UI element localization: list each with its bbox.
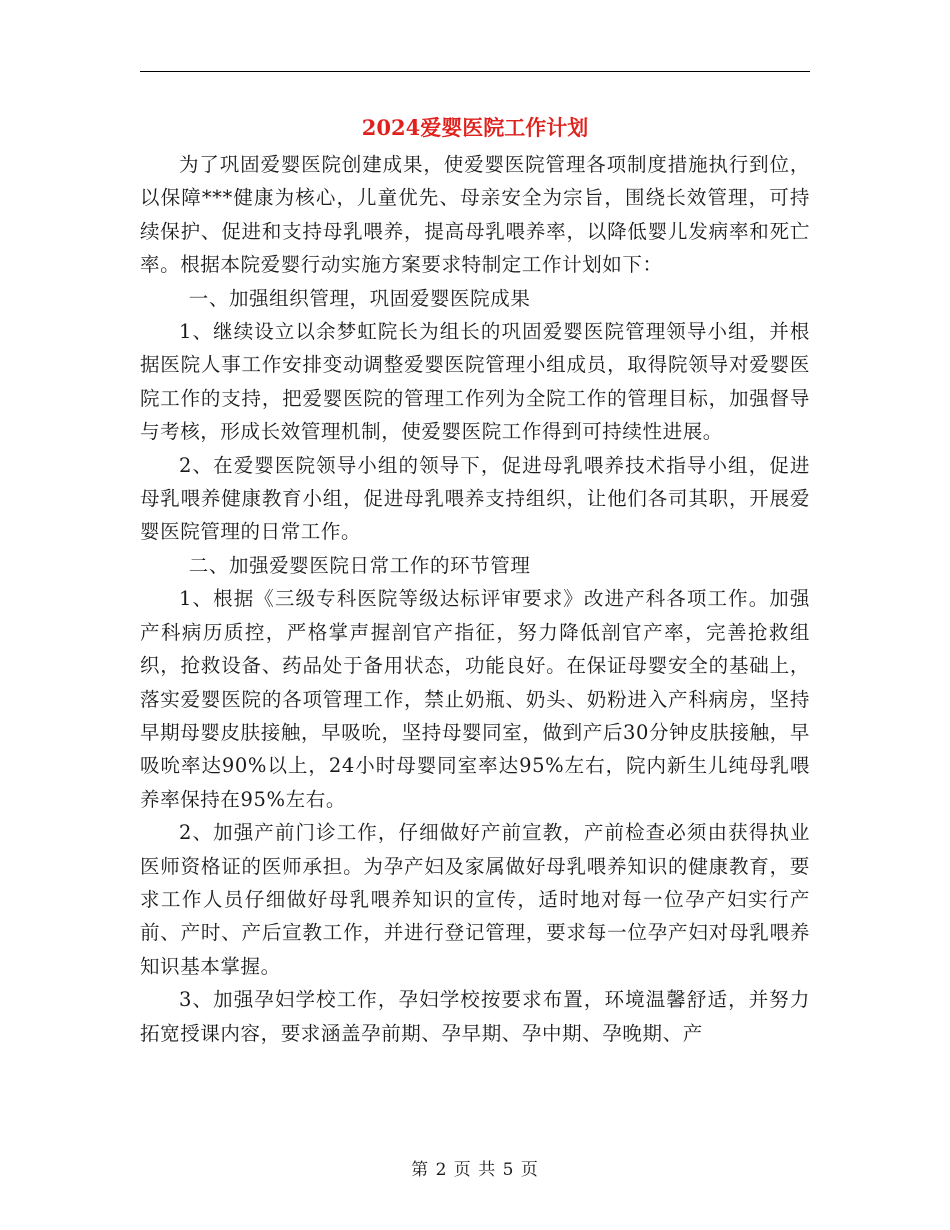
- section-2-item-1: 1、根据《三级专科医院等级达标评审要求》改进产科各项工作。加强产科病历质控，严格掌声握剖官产指征，努力降低剖官产率，完善抢救组织，抢救设备、药品处于备用状态，功能良好。在保证母婴安全的基础上，落实爱婴医院的各项管理工作，禁止奶瓶、奶头、奶粉进入产科病房，坚持早期母婴皮肤接触，早吸吮，坚持母婴同室，做到产后30分钟皮肤接触，早吸吮率达90%以上，24小时母婴同室率达95%左右，院内新生儿纯母乳喂养率保持在95%左右。: [140, 587, 810, 811]
- section-heading-1: 一、加强组织管理，巩固爱婴医院成果: [188, 286, 531, 310]
- header-rule: [140, 71, 810, 72]
- section-2-item-2: 2、加强产前门诊工作，仔细做好产前宣教，产前检查必须由获得执业医师资格证的医师承担。为孕产妇及家属做好母乳喂养知识的健康教育，要求工作人员仔细做好母乳喂养知识的宣传，适时地对每一位孕产妇实行产前、产时、产后宣教工作，并进行登记管理，要求每一位孕产妇对母乳喂养知识基本掌握。: [140, 821, 810, 978]
- page-number-footer: 第 2 页 共 5 页: [411, 1160, 539, 1180]
- document-body: [140, 148, 810, 1050]
- intro-paragraph: 为了巩固爱婴医院创建成果，使爱婴医院管理各项制度措施执行到位，以保障***健康为核心，儿童优先、母亲安全为宗旨，围绕长效管理，可持续保护、促进和支持母乳喂养，提高母乳喂养率，以降低婴儿发病率和死亡率。根据本院爱婴行动实施方案要求特制定工作计划如下：: [140, 153, 810, 277]
- document-title: 2024爱婴医院工作计划: [361, 115, 589, 140]
- section-1-item-1: 1、继续设立以余梦虹院长为组长的巩固爱婴医院管理领导小组，并根据医院人事工作安排变动调整爱婴医院管理小组成员，取得院领导对爱婴医院工作的支持，把爱婴医院的管理工作列为全院工作的管理目标，加强督导与考核，形成长效管理机制，使爱婴医院工作得到可持续性进展。: [140, 320, 810, 444]
- section-heading-2: 二、加强爱婴医院日常工作的环节管理: [188, 553, 531, 577]
- section-2-item-3: 3、加强孕妇学校工作，孕妇学校按要求布置，环境温馨舒适，并努力拓宽授课内容，要求涵盖孕前期、孕早期、孕中期、孕晚期、产: [140, 988, 810, 1045]
- section-1-item-2: 2、在爱婴医院领导小组的领导下，促进母乳喂养技术指导小组，促进母乳喂养健康教育小组，促进母乳喂养支持组织，让他们各司其职，开展爱婴医院管理的日常工作。: [140, 453, 810, 544]
